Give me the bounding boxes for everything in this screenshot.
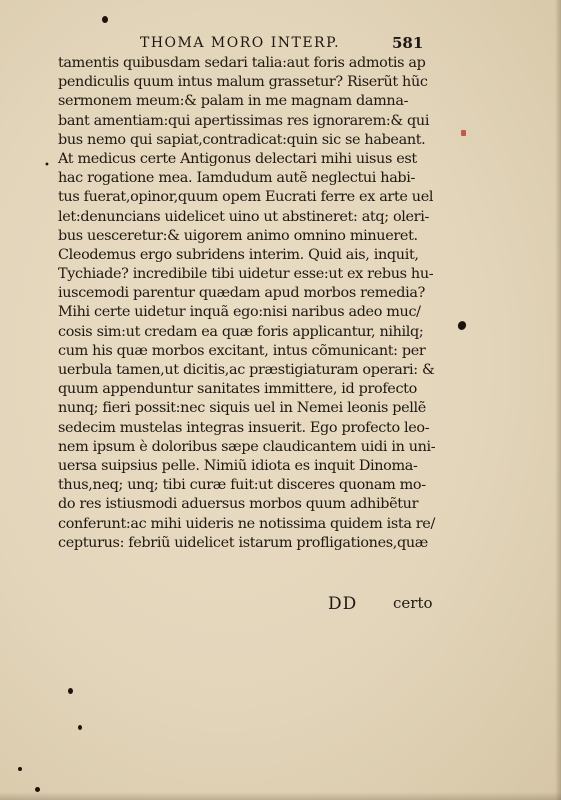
red-mark <box>461 130 466 136</box>
text-line: bus nemo qui sapiat,contradicat:quin sic se habeant. <box>58 131 426 148</box>
page-edge-shadow <box>555 0 561 800</box>
text-line: tamentis quibusdam sedari talia:aut foris admotis ap <box>58 55 426 71</box>
text-line: uersa suipsius pelle. Nimiũ idiota es inquit Dinoma- <box>58 457 418 474</box>
text-line: Mihi certe uidetur inquã ego:nisi naribus adeo muc/ <box>58 304 421 321</box>
text-line: let:denuncians uidelicet uino ut abstineret: atq; oleri- <box>58 208 429 225</box>
margin-dot: • <box>44 160 50 171</box>
text-line: iuscemodi parentur quædam apud morbos remedia? <box>58 285 425 302</box>
text-line: thus,neq; unq; tibi curæ fuit:ut disceres quonam mo- <box>58 477 426 494</box>
text-line: uerbula tamen,ut dicitis,ac præstigiaturam operari: & <box>58 362 435 378</box>
ink-spot <box>35 787 40 792</box>
catchword: certo <box>393 594 433 612</box>
text-line: bus uesceretur:& uigorem animo omnino minueret. <box>58 227 418 244</box>
folio-number: 581 <box>392 34 424 52</box>
ink-spot <box>18 767 22 771</box>
page-bottom-shadow <box>0 792 561 800</box>
signature-mark: DD <box>328 594 358 614</box>
text-line: nem ipsum è doloribus sæpe claudicantem uidi in uni- <box>58 438 436 455</box>
text-line: quum appenduntur sanitates immittere, id profecto <box>58 381 417 398</box>
text-line: sedecim mustelas integras insuerit. Ego profecto leo- <box>58 419 430 436</box>
text-line: nunq; fieri possit:nec siquis uel in Nemei leonis pellẽ <box>58 400 426 417</box>
text-line: cepturus: febriũ uidelicet istarum profligationes,quæ <box>58 534 428 551</box>
text-line: conferunt:ac mihi uideris ne notissima quidem ista re/ <box>58 515 435 532</box>
running-title: THOMA MORO INTERP. <box>140 35 341 51</box>
text-line: Tychiade? incredibile tibi uidetur esse:ut ex rebus hu- <box>58 266 434 283</box>
body-text <box>58 54 443 553</box>
text-line: tus fuerat,opinor,quum opem Eucrati ferre ex arte uel <box>58 189 434 206</box>
text-line: hac rogatione mea. Iamdudum autẽ neglectui habi- <box>58 170 416 187</box>
ink-spot <box>78 725 82 730</box>
ink-spot <box>456 320 467 332</box>
text-line: Cleodemus ergo subridens interim. Quid ais, inquit, <box>58 246 419 263</box>
text-line: cum his quæ morbos excitant, intus cõmunicant: per <box>58 342 426 359</box>
text-line: bant amentiam:qui apertissimas res ignorarem:& qui <box>58 112 430 129</box>
text-line: pendiculis quum intus malum grassetur? Riserũt hũc <box>58 74 428 91</box>
text-line: do res istiusmodi aduersus morbos quum adhibẽtur <box>58 496 419 513</box>
text-line: sermonem meum:& palam in me magnam damna- <box>58 93 409 110</box>
ink-spot <box>102 16 108 23</box>
text-line: At medicus certe Antigonus delectari mihi uisus est <box>58 150 417 167</box>
ink-spot <box>68 688 73 694</box>
text-line: cosis sim:ut credam ea quæ foris applicantur, nihilq; <box>58 323 424 340</box>
